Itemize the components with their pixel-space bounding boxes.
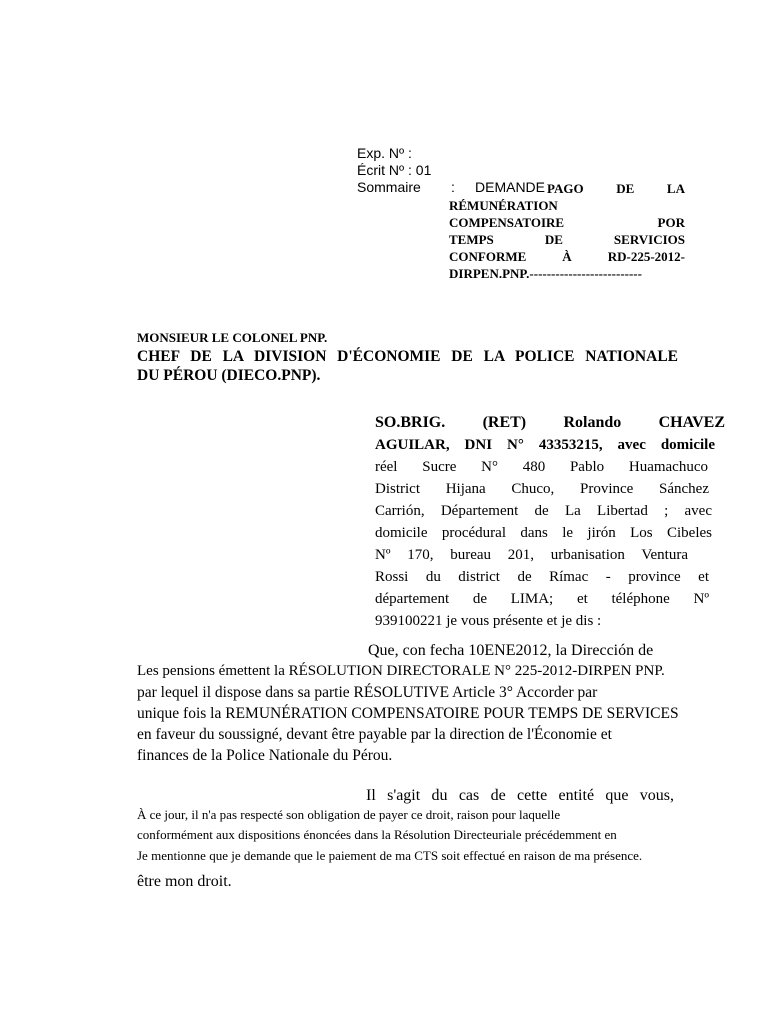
summary-line: TEMPS DE SERVICIOS bbox=[449, 232, 685, 247]
paragraph-2-last-line: être mon droit. bbox=[137, 873, 232, 890]
sender-address-line: département de LIMA; et téléphone Nº bbox=[375, 591, 709, 607]
sender-address-line: réel Sucre N° 480 Pablo Huamachuco bbox=[375, 459, 708, 475]
summary-line: PAGO DE LA bbox=[547, 181, 685, 196]
sender-name-line: SO.BRIG. (RET) Rolando CHAVEZ bbox=[375, 414, 725, 431]
sender-block bbox=[375, 412, 725, 632]
sender-address-line: Nº 170, bureau 201, urbanisation Ventura bbox=[375, 547, 688, 563]
summary-line: CONFORME À RD-225-2012- bbox=[449, 249, 685, 264]
sender-address-line: 939100221 je vous présente et je dis : bbox=[375, 613, 602, 629]
paragraph-2-first-line: Il s'agit du cas de cette entité que vous, bbox=[366, 787, 674, 804]
summary-line: DIRPEN.PNP.-------------------------- bbox=[449, 266, 642, 281]
summary-line: RÉMUNÉRATION bbox=[449, 198, 558, 213]
addressee-title: MONSIEUR LE COLONEL PNP. bbox=[137, 330, 328, 345]
addressee-division bbox=[137, 347, 678, 366]
paragraph-2-line: Je mentionne que je demande que le paiement de ma CTS soit effectué en raison de ma présence. bbox=[137, 848, 643, 863]
paragraph-1-line: unique fois la REMUNÉRATION COMPENSATOIRE POUR TEMPS DE SERVICES bbox=[137, 705, 679, 722]
paragraph-2-line: À ce jour, il n'a pas respecté son obligation de payer ce droit, raison pour laquelle bbox=[137, 807, 561, 822]
paragraph-1-line: en faveur du soussigné, devant être payable par la direction de l'Économie et bbox=[137, 726, 612, 743]
sender-address-line: District Hijana Chuco, Province Sánchez bbox=[375, 481, 709, 497]
summary-line: COMPENSATOIRE POR bbox=[449, 215, 685, 230]
addressee-line: CHEF DE LA DIVISION D'ÉCONOMIE DE LA POLICE NATIONALE bbox=[137, 348, 678, 365]
paragraph-1-line: par lequel il dispose dans sa partie RÉSOLUTIVE Article 3° Accorder par bbox=[137, 684, 598, 701]
sommaire-colon: : bbox=[451, 179, 455, 195]
demande-label: DEMANDE bbox=[475, 179, 546, 195]
sender-address-line: domicile procédural dans le jirón Los Cibeles bbox=[375, 525, 712, 541]
expedient-number: Exp. Nº : bbox=[357, 145, 412, 161]
paragraph-1-line: finances de la Police Nationale du Pérou. bbox=[137, 747, 393, 764]
sender-address-line: Carrión, Département de La Libertad ; avec bbox=[375, 503, 712, 519]
ecrit-number: Écrit Nº : 01 bbox=[357, 162, 432, 178]
paragraph-2-line: conformément aux dispositions énoncées dans la Résolution Directeuriale précédemment en bbox=[137, 827, 617, 842]
sender-address-line: Rossi du district de Rímac - province et bbox=[375, 569, 709, 585]
paragraph-1-first-line: Que, con fecha 10ENE2012, la Dirección de bbox=[368, 642, 654, 659]
summary-block bbox=[449, 180, 685, 282]
paragraph-2-first-line-wrap bbox=[366, 786, 674, 806]
sender-name-line: AGUILAR, DNI N° 43353215, avec domicile bbox=[375, 437, 715, 453]
paragraph-1-line: Les pensions émettent la RÉSOLUTION DIRECTORALE N° 225-2012-DIRPEN PNP. bbox=[137, 663, 665, 679]
addressee-line: DU PÉROU (DIECO.PNP). bbox=[137, 367, 321, 384]
sommaire-label: Sommaire bbox=[357, 179, 421, 195]
